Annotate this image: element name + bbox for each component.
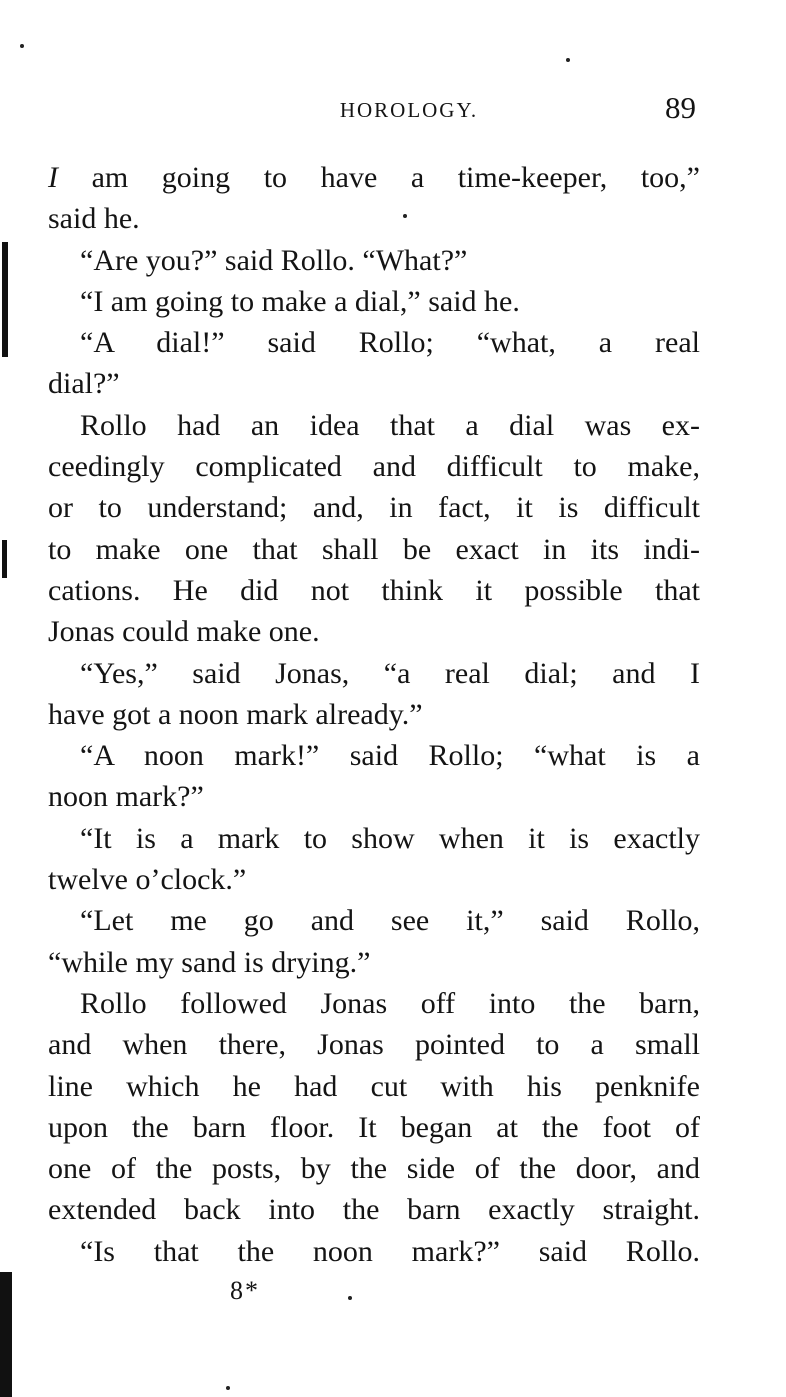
text-line: “A noon mark!” said Rollo; “what is a <box>80 739 700 773</box>
scan-speck <box>566 58 570 62</box>
text-line: line which he had cut with his penknife <box>48 1069 700 1103</box>
text-line: “A dial!” said Rollo; “what, a real <box>80 326 700 360</box>
text-line: Rollo had an idea that a dial was ex- <box>80 408 700 442</box>
scan-speck <box>348 1296 352 1300</box>
text-line: have got a noon mark already.” <box>48 697 423 731</box>
scan-speck <box>20 44 24 48</box>
text-line: said he. <box>48 202 140 236</box>
text-line: ceedingly complicated and difficult to make, <box>48 450 700 484</box>
scan-edge-mark <box>2 242 8 357</box>
text-line: Jonas could make one. <box>48 615 320 649</box>
running-head <box>48 90 700 130</box>
text-line: upon the barn floor. It began at the foot of <box>48 1110 700 1144</box>
text-line: noon mark?” <box>48 780 204 814</box>
text-line: one of the posts, by the side of the door, and <box>48 1152 700 1186</box>
text-line: to make one that shall be exact in its indi- <box>48 532 700 566</box>
text-line: dial?” <box>48 367 120 401</box>
text-line: “It is a mark to show when it is exactly <box>80 821 700 855</box>
text-line: “Is that the noon mark?” said Rollo. <box>80 1234 700 1268</box>
scan-edge-mark <box>2 540 7 578</box>
text-line: “while my sand is drying.” <box>48 945 371 979</box>
line-text: am going to have a time-keeper, too,” <box>58 161 700 194</box>
italic-word: I <box>48 161 58 194</box>
text-line: “Yes,” said Jonas, “a real dial; and I <box>80 656 700 690</box>
scan-speck <box>226 1386 230 1390</box>
text-line: and when there, Jonas pointed to a small <box>48 1028 700 1062</box>
text-line: twelve o’clock.” <box>48 863 247 897</box>
signature-mark: 8* <box>230 1276 260 1305</box>
text-line: “Are you?” said Rollo. “What?” <box>80 243 468 277</box>
text-line: or to understand; and, in fact, it is difficult <box>48 491 700 525</box>
text-line: extended back into the barn exactly straight. <box>48 1193 700 1227</box>
text-line <box>48 157 700 198</box>
text-line: “Let me go and see it,” said Rollo, <box>80 904 700 938</box>
page-number: 89 <box>665 90 696 125</box>
text-line: “I am going to make a dial,” said he. <box>80 284 520 318</box>
text-line: cations. He did not think it possible that <box>48 573 700 607</box>
running-title: HOROLOGY. <box>339 98 479 122</box>
scan-speck <box>403 214 407 218</box>
text-line: Rollo followed Jonas off into the barn, <box>80 986 700 1020</box>
body-text <box>48 157 700 1272</box>
scan-edge-mark <box>0 1272 12 1397</box>
